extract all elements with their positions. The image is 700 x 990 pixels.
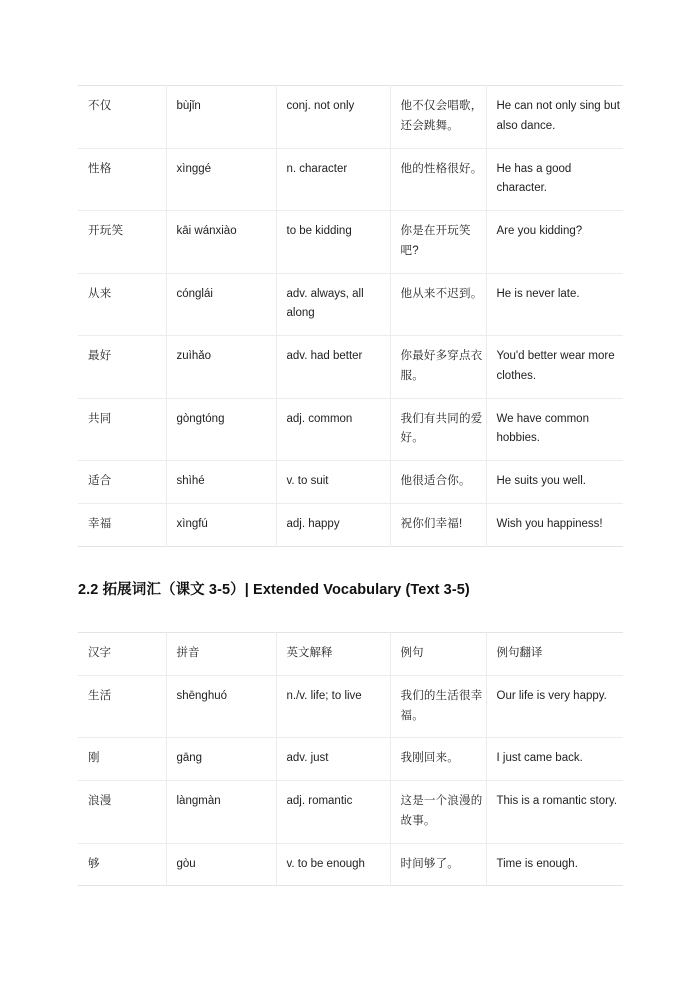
cell-pinyin: shìhé xyxy=(166,461,276,504)
cell-example-sentence: 祝你们幸福! xyxy=(390,503,486,546)
cell-example-sentence: 我们的生活很幸福。 xyxy=(390,675,486,738)
cell-hanzi: 不仅 xyxy=(78,86,166,149)
cell-example-translation: This is a romantic story. xyxy=(486,781,623,844)
table-row xyxy=(78,398,623,461)
section-heading-2-2: 2.2 拓展词汇（课文 3-5）| Extended Vocabulary (Text 3-5) xyxy=(78,581,470,598)
cell-example-sentence: 时间够了。 xyxy=(390,843,486,886)
cell-hanzi: 开玩笑 xyxy=(78,211,166,274)
cell-hanzi: 最好 xyxy=(78,336,166,399)
cell-example-sentence: 你是在开玩笑吧? xyxy=(390,211,486,274)
cell-pinyin: gòu xyxy=(166,843,276,886)
cell-pinyin: shēnghuó xyxy=(166,675,276,738)
table-row xyxy=(78,86,623,149)
cell-hanzi: 性格 xyxy=(78,148,166,211)
table-one-body xyxy=(78,86,623,547)
column-header-definition: 英文解释 xyxy=(276,633,390,676)
cell-example-sentence: 他的性格很好。 xyxy=(390,148,486,211)
cell-hanzi: 从来 xyxy=(78,273,166,336)
cell-example-sentence: 你最好多穿点衣服。 xyxy=(390,336,486,399)
cell-example-translation: You'd better wear more clothes. xyxy=(486,336,623,399)
cell-pinyin: làngmàn xyxy=(166,781,276,844)
cell-hanzi: 浪漫 xyxy=(78,781,166,844)
table-row xyxy=(78,738,623,781)
cell-example-translation: Time is enough. xyxy=(496,857,578,870)
cell-pinyin: xìngfú xyxy=(166,503,276,546)
cell-pinyin: gāng xyxy=(166,738,276,781)
table-row xyxy=(78,843,623,886)
cell-hanzi: 适合 xyxy=(78,461,166,504)
cell-hanzi: 刚 xyxy=(78,738,166,781)
cell-definition: adj. happy xyxy=(276,503,390,546)
cell-definition: adv. just xyxy=(276,738,390,781)
cell-hanzi: 生活 xyxy=(78,675,166,738)
cell-example-translation: Our life is very happy. xyxy=(486,675,623,738)
column-header-example: 例句 xyxy=(390,633,486,676)
cell-hanzi: 共同 xyxy=(78,398,166,461)
cell-definition: n./v. life; to live xyxy=(276,675,390,738)
table-row xyxy=(78,461,623,504)
cell-pinyin: gòngtóng xyxy=(166,398,276,461)
cell-definition: adj. romantic xyxy=(276,781,390,844)
table-row xyxy=(78,273,623,336)
cell-pinyin: bùjǐn xyxy=(166,86,276,149)
cell-hanzi: 够 xyxy=(78,843,166,886)
cell-example-sentence: 他从来不迟到。 xyxy=(390,273,486,336)
cell-pinyin: zuìhǎo xyxy=(166,336,276,399)
spacer-after-heading xyxy=(78,600,623,632)
cell-definition: adv. always, all along xyxy=(276,273,390,336)
cell-example-translation: He is never late. xyxy=(486,273,623,336)
table-row xyxy=(78,503,623,546)
column-header-hanzi: 汉字 xyxy=(78,633,166,676)
table-row xyxy=(78,148,623,211)
spacer-after-table-one xyxy=(78,547,623,580)
cell-pinyin: xìnggé xyxy=(166,148,276,211)
cell-definition: adj. common xyxy=(276,398,390,461)
column-header-pinyin: 拼音 xyxy=(166,633,276,676)
cell-definition: to be kidding xyxy=(276,211,390,274)
cell-definition: n. character xyxy=(276,148,390,211)
extended-vocabulary-table xyxy=(78,632,623,886)
cell-pinyin: cónglái xyxy=(166,273,276,336)
cell-pinyin: kāi wánxiào xyxy=(166,211,276,274)
cell-example-sentence: 这是一个浪漫的故事。 xyxy=(390,781,486,844)
cell-definition: conj. not only xyxy=(276,86,390,149)
cell-example-sentence: 他很适合你。 xyxy=(390,461,486,504)
cell-example-sentence: 我刚回来。 xyxy=(390,738,486,781)
cell-definition: v. to be enough xyxy=(276,843,390,886)
table-row xyxy=(78,675,623,738)
table-two-head xyxy=(78,633,623,676)
column-header-translation: 例句翻译 xyxy=(486,633,623,676)
cell-definition: adv. had better xyxy=(276,336,390,399)
table-row xyxy=(78,781,623,844)
cell-example-translation: He suits you well. xyxy=(486,461,623,504)
table-row xyxy=(78,336,623,399)
cell-example-translation: He has a good character. xyxy=(486,148,623,211)
table-two-body xyxy=(78,675,623,886)
table-header-row xyxy=(78,633,623,676)
page-content xyxy=(78,85,623,886)
cell-example-translation: He can not only sing but also dance. xyxy=(486,86,623,149)
cell-example-translation: Are you kidding? xyxy=(486,211,623,274)
cell-hanzi: 幸福 xyxy=(78,503,166,546)
cell-example-sentence: 他不仅会唱歌，还会跳舞。 xyxy=(390,86,486,149)
table-row xyxy=(78,211,623,274)
core-vocabulary-table xyxy=(78,85,623,547)
cell-example-translation: We have common hobbies. xyxy=(486,398,623,461)
cell-definition: v. to suit xyxy=(276,461,390,504)
cell-example-translation: I just came back. xyxy=(486,738,623,781)
cell-example-sentence: 我们有共同的爱好。 xyxy=(390,398,486,461)
cell-example-translation: Wish you happiness! xyxy=(496,517,603,530)
